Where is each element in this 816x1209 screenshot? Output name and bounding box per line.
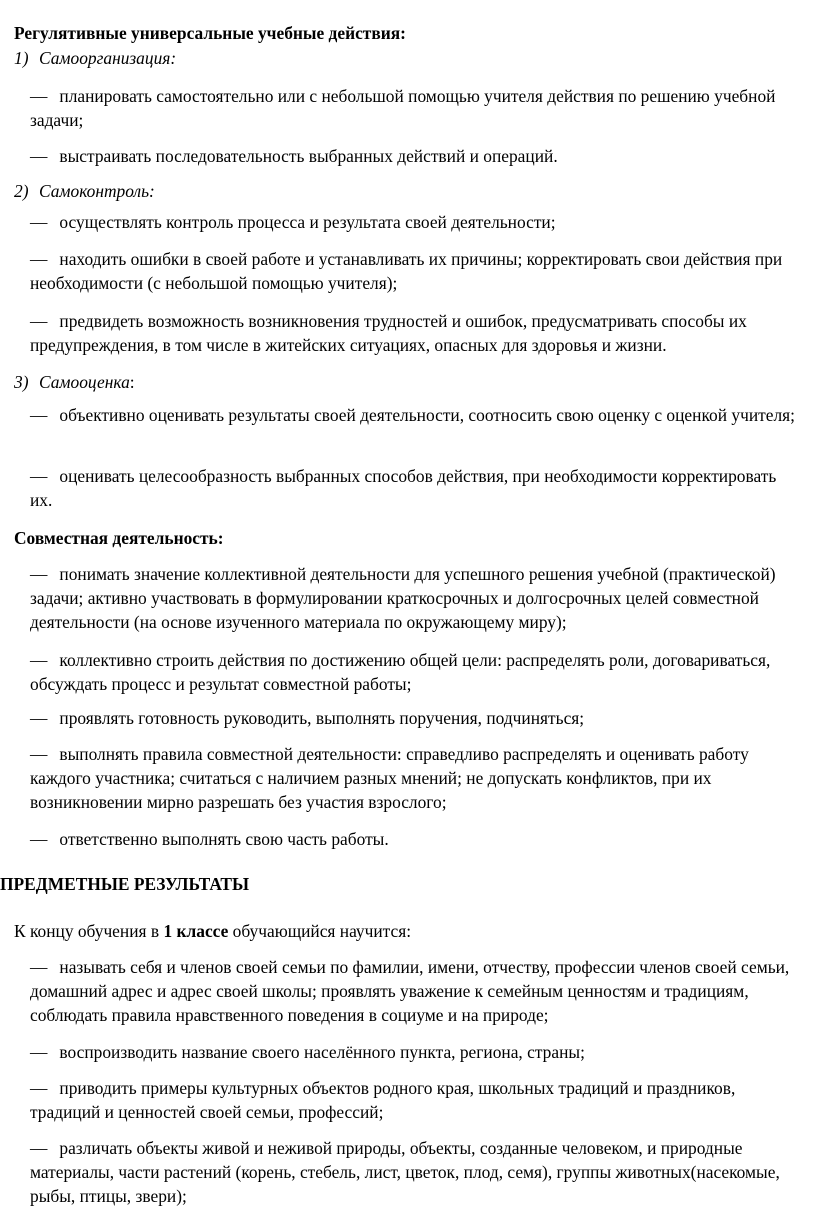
list-item <box>30 648 800 696</box>
list-item-text: коллективно строить действия по достижению общей цели: распределять роли, договариваться, обсуждать процесс и результат совместной работы; <box>30 650 771 694</box>
dash: — <box>30 1078 48 1098</box>
list-item <box>30 247 800 295</box>
section-self-organization-title <box>14 46 176 70</box>
list-item <box>30 742 800 814</box>
section-self-control-title <box>14 179 155 203</box>
dash: — <box>30 957 48 977</box>
list-item-text: проявлять готовность руководить, выполнять поручения, подчиняться; <box>59 708 585 728</box>
list-item <box>30 1040 800 1064</box>
dash: — <box>30 708 48 728</box>
list-item <box>30 827 800 851</box>
regulatory-heading: Регулятивные универсальные учебные действия: <box>14 23 406 43</box>
section-title: Самооценка <box>39 372 130 392</box>
intro-grade: 1 классе <box>163 921 229 941</box>
list-item-text: находить ошибки в своей работе и устанавливать их причины; корректировать свои действия при необходимости (с небольшой помощью учителя); <box>30 249 783 293</box>
list-item-text: понимать значение коллективной деятельности для успешного решения учебной (практической) задачи; активно участвовать в формулировании краткосрочных и долгосрочных целей совместной деятельности (на основе изученного материала по окружающему миру); <box>30 564 776 632</box>
list-item <box>30 403 800 427</box>
dash: — <box>30 564 48 584</box>
intro-text-end: обучающийся научится: <box>228 921 412 941</box>
list-item-text: ответственно выполнять свою часть работы. <box>59 829 389 849</box>
section-self-assessment-title <box>14 370 135 394</box>
list-item-text: выполнять правила совместной деятельности: справедливо распределять и оценивать работу каждого участника; считаться с наличием разных мнений; не допускать конфликтов, при их возникновении мирно разрешать без участия взрослого; <box>30 744 749 812</box>
list-item <box>30 1076 800 1124</box>
list-item-text: различать объекты живой и неживой природы, объекты, созданные человеком, и природные материалы, части растений (корень, стебель, лист, цветок, плод, семя), группы животных(насекомые, рыбы, птицы, звери); <box>30 1138 780 1206</box>
dash: — <box>30 1138 48 1158</box>
dash: — <box>30 650 48 670</box>
section-number: 3) <box>14 372 29 392</box>
joint-activity-heading: Совместная деятельность: <box>14 528 224 548</box>
dash: — <box>30 311 48 331</box>
dash: — <box>30 405 48 425</box>
dash: — <box>30 466 48 486</box>
list-item <box>30 706 800 730</box>
list-item <box>30 464 800 512</box>
section-number: 2) <box>14 181 29 201</box>
subject-intro <box>14 919 411 943</box>
list-item <box>30 1136 800 1208</box>
list-item <box>30 144 800 168</box>
dash: — <box>30 829 48 849</box>
list-item <box>30 955 800 1027</box>
list-item <box>30 210 800 234</box>
list-item-text: называть себя и членов своей семьи по фамилии, имени, отчеству, профессии членов своей семьи, домашний адрес и адрес своей школы; проявлять уважение к семейным ценностям и традициям, соблюдать правила нравственного поведения в социуме и на природе; <box>30 957 790 1025</box>
dash: — <box>30 86 48 106</box>
dash: — <box>30 249 48 269</box>
dash: — <box>30 212 48 232</box>
list-item <box>30 562 800 634</box>
section-title-colon: : <box>129 372 135 392</box>
list-item-text: планировать самостоятельно или с небольшой помощью учителя действия по решению учебной задачи; <box>30 86 776 130</box>
section-title: Самоконтроль: <box>39 181 155 201</box>
list-item-text: оценивать целесообразность выбранных способов действия, при необходимости корректировать их. <box>30 466 777 510</box>
subject-results-heading: ПРЕДМЕТНЫЕ РЕЗУЛЬТАТЫ <box>0 874 250 894</box>
section-number: 1) <box>14 48 29 68</box>
section-title: Самоорганизация: <box>39 48 177 68</box>
list-item <box>30 84 800 132</box>
list-item-text: выстраивать последовательность выбранных действий и операций. <box>59 146 558 166</box>
list-item-text: объективно оценивать результаты своей деятельности, соотносить свою оценку с оценкой учителя; <box>59 405 795 425</box>
list-item <box>30 309 800 357</box>
list-item-text: приводить примеры культурных объектов родного края, школьных традиций и праздников, традиций и ценностей своей семьи, профессий; <box>30 1078 736 1122</box>
dash: — <box>30 146 48 166</box>
list-item-text: предвидеть возможность возникновения трудностей и ошибок, предусматривать способы их предупреждения, в том числе в житейских ситуациях, опасных для здоровья и жизни. <box>30 311 747 355</box>
dash: — <box>30 744 48 764</box>
list-item-text: воспроизводить название своего населённого пункта, региона, страны; <box>59 1042 585 1062</box>
intro-text: К концу обучения в <box>14 921 164 941</box>
list-item-text: осуществлять контроль процесса и результата своей деятельности; <box>59 212 556 232</box>
dash: — <box>30 1042 48 1062</box>
